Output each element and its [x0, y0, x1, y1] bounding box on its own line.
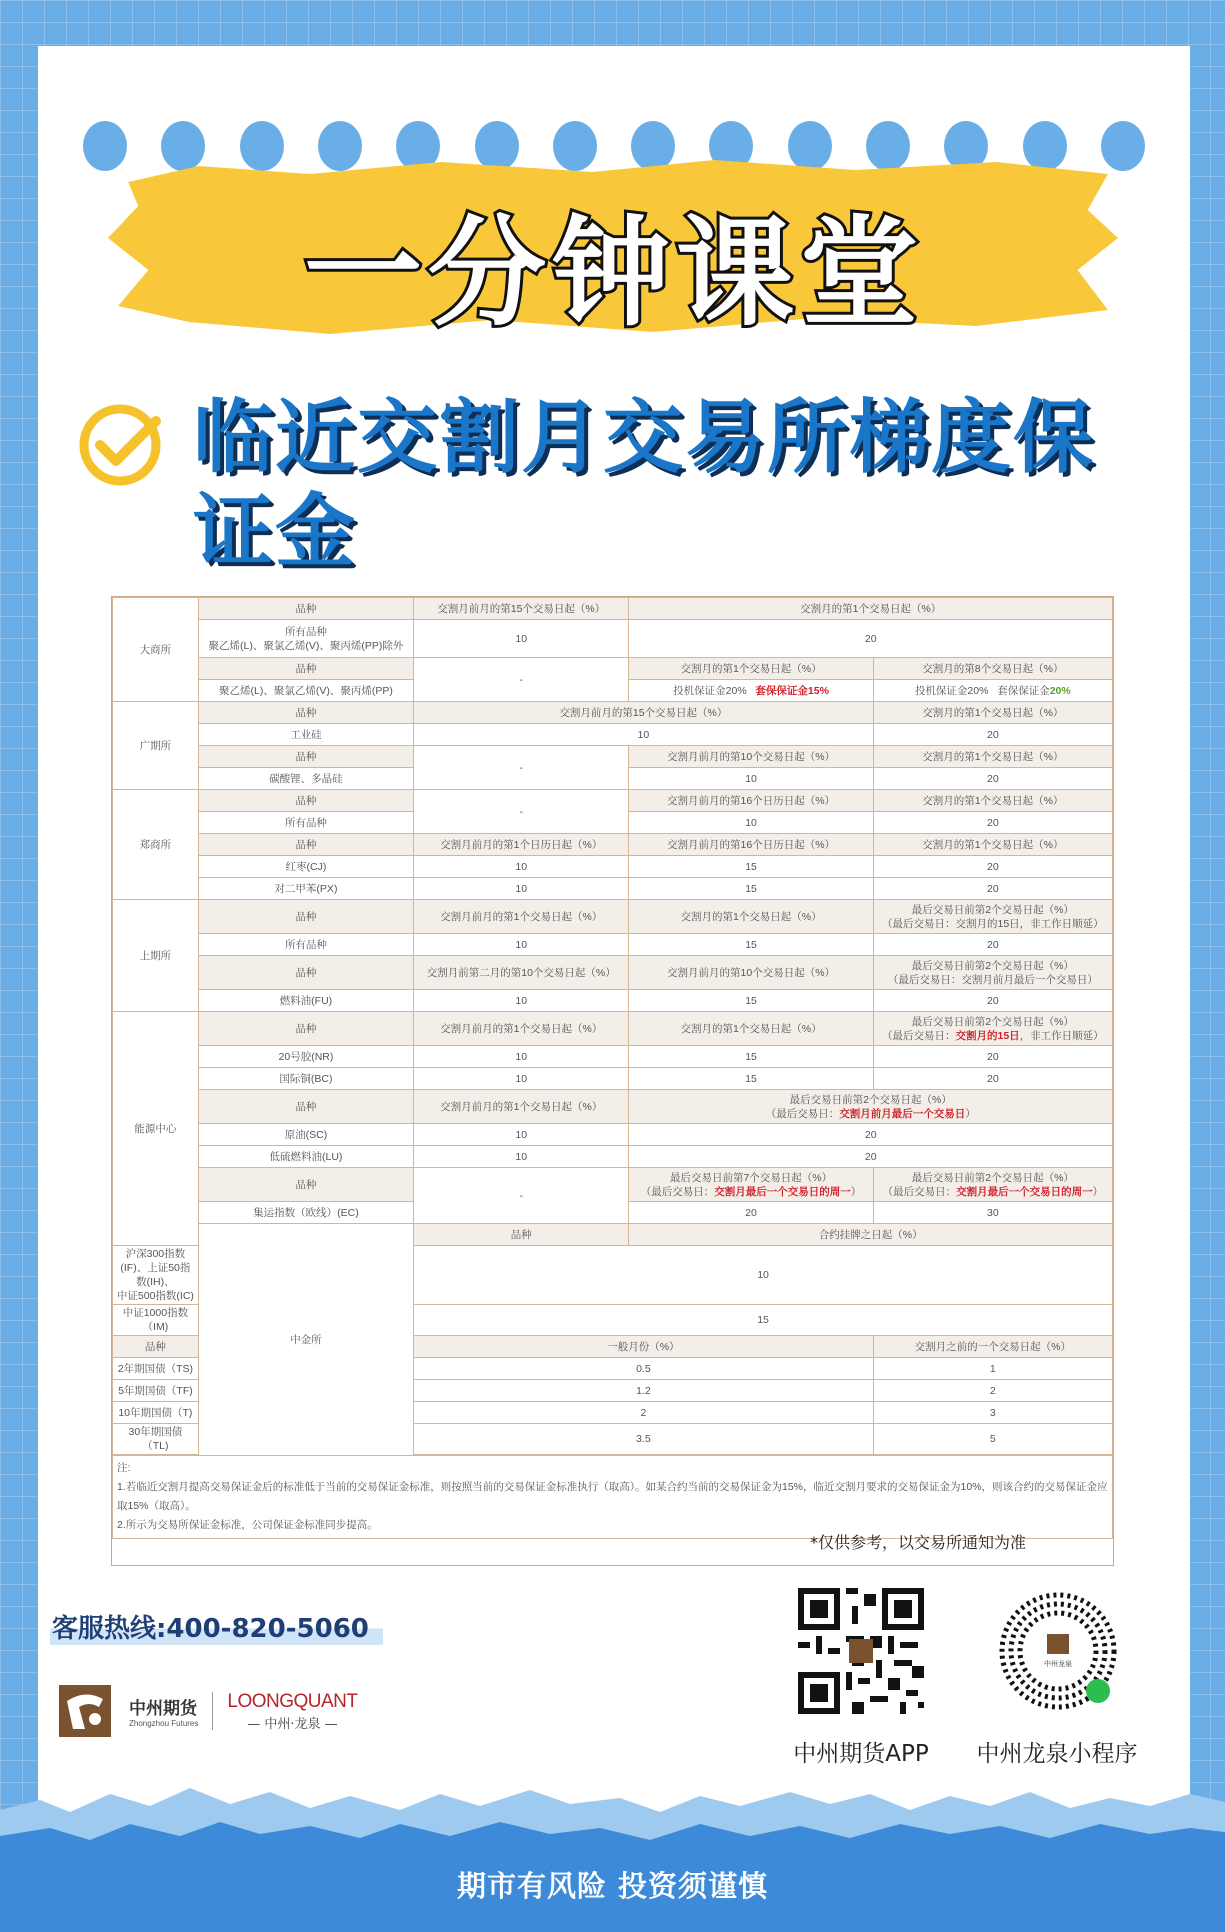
page-subtitle: 临近交割月交易所梯度保证金 — [193, 391, 1095, 578]
logo-divider — [212, 1692, 213, 1730]
mini-program-qr-label: 中州龙泉小程序 — [976, 1741, 1138, 1767]
exchange-name: 中金所 — [198, 1224, 413, 1456]
exchange-name: 能源中心 — [113, 1012, 199, 1246]
check-circle-icon — [76, 401, 164, 489]
exchange-name: 上期所 — [113, 900, 199, 1012]
binder-holes — [38, 121, 1190, 171]
page-title: 一分钟课堂 — [303, 204, 924, 342]
company-logos — [55, 1678, 415, 1744]
exchange-name: 大商所 — [113, 598, 199, 702]
exchange-name: 广期所 — [113, 702, 199, 790]
app-qr-code[interactable] — [798, 1588, 924, 1714]
loongquant-brand: LOONGQUANT — 中州·龙泉 — — [227, 1690, 358, 1732]
reference-note: *仅供参考，以交易所通知为准 — [810, 1533, 1027, 1552]
margin-table: 大商所 品种 交割月前月的第15个交易日起（%） 交割月的第1个交易日起（%） 所有品种 聚乙烯(L)、聚氯乙烯(V)、聚丙烯(PP)除外 10 20 品种 - 交割月的第1个交易日起（%） 交割月的第8个交易日起（%） 聚乙烯(L)、聚氯乙烯(V)、聚丙烯(PP) 投机保证金20% 套保保证金15% 投机保证金20% 套保保证金20% 广期所 品种 交割月前月的第15个交易日起（%） 交割月的第1个交易日起（%） 工业硅 10 20 品种 - 交割月前月的第10个交易日起（%） 交割月的第1个交易日起（%） 碳酸锂、多晶硅 10 20 郑商所 品种 - 交割月前月的第16个日历日起（%） 交割月的第1个交易日起（%） 所有品种 10 20 品种 交割月前月的第1个日历日起（%） 交割月前月的第16个日历日起（%） 交割月的第1个交易日起（%） 红枣(CJ) 10 15 20 对二甲苯(PX) 10 15 20 上期所 品种 交割月前月的第1个交易日起（%） 交割月的第1个交易日起（%） 最后交易日前第2个交易日起（%） （最后交易日：交割月的15日，非工作日顺延） 所有品种 10 15 20 品种 交割月前第二月的第10个交易日起（%） 交割月前月的第10个交易日起（%） 最后交易日前第2个交易日起（%） （最后交易日：交割月前月最后一个交易日） 燃料油(FU) 10 15 20 能源中心 品种 交割月前月的第1个交易日起（%） 交割月的第1个交易日起（%） 最后交易日前第2个交易日起（%） （最后交易日：交割月的15日，非工作日顺延） 20号胶(NR) 10 15 20 国际铜(BC) 10 15 20 品种 交割月前月的第1个交易日起（%） 最后交易日前第2个交易日起（%） （最后交易日：交割月前月最后一个交易日） 原油(SC) 10 20 低硫燃料油(LU) 10 20 品种 - 最后交易日前第7个交易日起（%） （最后交易日：交割月最后一个交易日的周一） 最后交易日前第2个交易日起（%） （最后交易日：交割月最后一个交易日的周一） 集运指数（欧线）(EC) 20 30 中金所 品种 合约挂牌之日起（%） 沪深300指数(IF)、上证50指数(IH)、 中证500指数(IC) 10 中证1000指数（IM) 15 品种 一般月份（%） 交割月之前的一个交易日起（%） 2年期国债（TS) 0.5 1 5年期国债（TF) 1.2 2 10年期国债（T) 2 3 30年期国债（TL) 3.5 5 注: 1.若临近交割月提高交易保证金后的标准低于当前的交易保证金标准，则按照当前的交易保证金标准执行（取高）。如某合约当前的交易保证金为15%，临近交割月要求的交易保证金为10%，则该合约的交易保证金应取15%（取高）。 2.所示为交易所保证金标准，公司保证金标准同步提高。 — [111, 596, 1114, 1566]
paper-card — [38, 46, 1190, 1826]
risk-warning: 期市有风险 投资须谨慎 — [456, 1869, 769, 1903]
zhongzhou-logo-icon — [55, 1681, 115, 1741]
zhongzhou-brand: 中州期货 Zhongzhou Futures — [129, 1699, 199, 1728]
hotline-text[interactable]: 客服热线:400-820-5060 — [50, 1608, 383, 1645]
mini-program-center-text: 中州龙泉 — [1044, 1660, 1072, 1668]
table-notes: 注: 1.若临近交割月提高交易保证金后的标准低于当前的交易保证金标准，则按照当前的交易保证金标准执行（取高）。如某合约当前的交易保证金为15%，临近交割月要求的交易保证金为10%，则该合约的交易保证金应取15%（取高）。 2.所示为交易所保证金标准，公司保证金标准同步提高。 — [113, 1456, 1113, 1539]
mini-program-qr-code[interactable] — [995, 1588, 1121, 1714]
app-qr-label: 中州期货APP — [793, 1741, 929, 1767]
exchange-name: 郑商所 — [113, 790, 199, 900]
footer-wave — [0, 1770, 1225, 1932]
